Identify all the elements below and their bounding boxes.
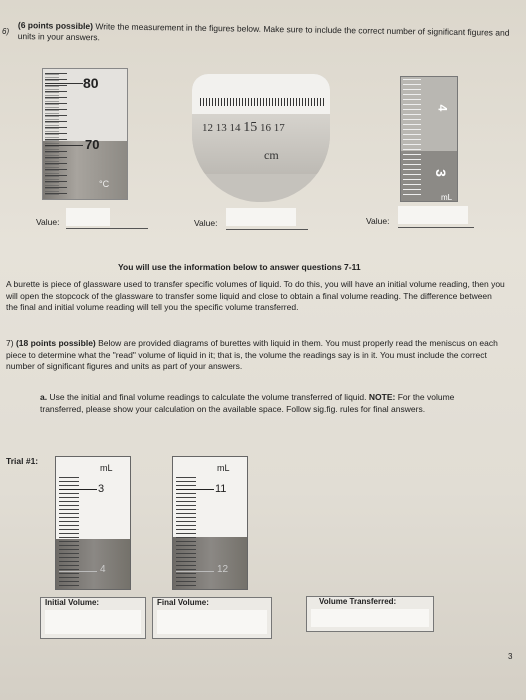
- volume-transferred-box[interactable]: [306, 596, 434, 632]
- question-7-prompt: [6, 338, 502, 373]
- final-burette-major-tick-11: [176, 489, 214, 490]
- initial-volume-box[interactable]: [40, 597, 146, 639]
- question-7a-label: a.: [40, 392, 48, 402]
- ruler-numbers-small: 12 13 14: [202, 122, 244, 134]
- value-label-2: Value:: [194, 218, 218, 228]
- value-line-3: [398, 227, 474, 228]
- initial-burette-label-4: 4: [100, 564, 106, 575]
- value-label-1: Value:: [36, 217, 60, 227]
- trial-1-label: Trial #1:: [6, 456, 39, 466]
- question-6-points: (6 points possible): [17, 20, 94, 32]
- thermometer-major-tick-80: [45, 83, 83, 84]
- value-line-1: [66, 228, 148, 229]
- initial-burette-major-tick-3: [59, 489, 97, 490]
- question-6-text: Write the measurement in the figures below. Make sure to include the correct number of significant figures and units in your answers.: [17, 21, 510, 43]
- question-7a-note-label: NOTE:: [368, 392, 396, 402]
- question-7a-note: For the volume transferred, please show your calculation on the available space. Follow sig.fig. rules for final answers.: [40, 392, 455, 414]
- initial-volume-input[interactable]: [45, 610, 141, 634]
- initial-burette-label-3: 3: [98, 483, 105, 495]
- question-7-number: 7): [6, 338, 14, 348]
- cylinder-label-4: 4: [435, 104, 450, 112]
- burette-intro-paragraph: A burette is piece of glassware used to transfer specific volumes of liquid. To do this, you will have an initial volume reading, then you will open the stopcock of the glassware to transfer some liquid and close to obtain a final volume reading. The difference between the final and initial volume reading will tell you the specific volume transferred.: [6, 279, 505, 312]
- question-7a-prompt: [40, 392, 500, 415]
- final-burette-major-tick-12: [176, 571, 214, 572]
- final-volume-label: Final Volume:: [157, 598, 209, 607]
- thermometer-major-tick-70: [45, 145, 83, 146]
- question-6-number: 6): [2, 27, 10, 36]
- thermometer-figure: [42, 68, 128, 200]
- ruler-unit: cm: [264, 148, 279, 162]
- thermometer-label-80: 80: [83, 75, 99, 91]
- initial-burette-major-tick-4: [59, 571, 97, 572]
- cylinder-tick-marks: [403, 79, 421, 199]
- final-volume-box[interactable]: [152, 597, 272, 639]
- cylinder-unit: mL: [441, 193, 453, 202]
- cylinder-label-3: 3: [432, 169, 449, 177]
- volume-transferred-label: Volume Transferred:: [319, 597, 397, 606]
- initial-burette-figure: [55, 456, 131, 590]
- thermometer-label-70: 70: [85, 137, 100, 152]
- ruler-figure: [192, 74, 330, 202]
- ruler-tick-marks: [200, 98, 326, 106]
- page-number: 3: [508, 652, 513, 661]
- value-answer-box-1[interactable]: [66, 208, 110, 226]
- question-7-points: (18 points possible): [15, 338, 96, 348]
- section-heading: You will use the information below to answer questions 7-11: [118, 262, 361, 272]
- question-7-text: Below are provided diagrams of burettes with liquid in them. You must properly read the meniscus on each piece to determine what the "read" volume of liquid in it; that is, the volume the readings say is in it. You must include the correct number of significant figures and units as part of your answers.: [6, 338, 498, 371]
- final-volume-input[interactable]: [157, 610, 267, 634]
- volume-transferred-input[interactable]: [311, 609, 429, 627]
- question-7a-text: Use the initial and final volume readings to calculate the volume transferred of liquid.: [49, 392, 367, 402]
- ruler-numbers-after: 16 17: [257, 122, 285, 134]
- ruler-number-15: 15: [243, 120, 258, 135]
- thermometer-minor-ticks: [45, 73, 59, 195]
- initial-burette-unit: mL: [100, 463, 113, 473]
- graduated-cylinder-figure: [400, 76, 458, 202]
- final-burette-figure: [172, 456, 248, 590]
- value-answer-box-2[interactable]: [226, 208, 296, 226]
- value-line-2: [226, 229, 308, 230]
- value-label-3: Value:: [366, 216, 390, 226]
- final-burette-unit: mL: [217, 463, 230, 473]
- value-answer-box-3[interactable]: [398, 206, 468, 224]
- thermometer-unit: °C: [99, 179, 110, 189]
- final-burette-label-12: 12: [217, 564, 229, 575]
- ruler-object-top: [192, 74, 330, 114]
- initial-volume-label: Initial Volume:: [45, 598, 100, 607]
- ruler-numbers: [202, 120, 285, 136]
- final-burette-label-11: 11: [215, 483, 227, 495]
